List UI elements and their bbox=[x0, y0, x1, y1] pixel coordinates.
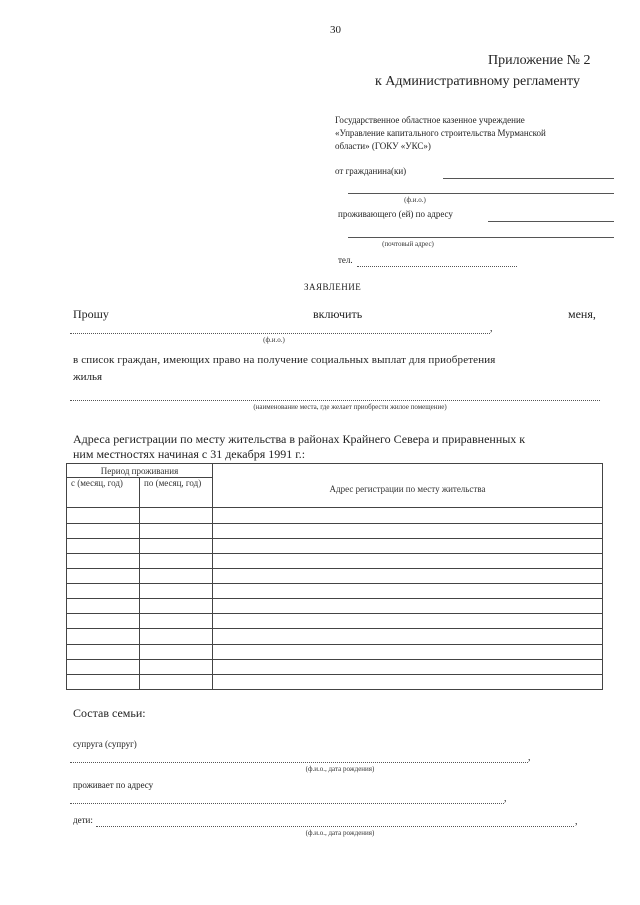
table-row bbox=[67, 553, 603, 568]
statement-body-line1: в список граждан, имеющих право на получение социальных выплат для приобретения bbox=[73, 354, 496, 366]
table-row bbox=[67, 674, 603, 689]
addressee-line1: Государственное областное казенное учреждение bbox=[335, 115, 525, 125]
cell-from[interactable] bbox=[67, 508, 140, 523]
family-residing-field[interactable] bbox=[70, 803, 504, 804]
cell-address[interactable] bbox=[213, 553, 603, 568]
table-row bbox=[67, 629, 603, 644]
residing-field-2[interactable] bbox=[348, 237, 614, 238]
family-heading: Состав семьи: bbox=[73, 706, 146, 720]
cell-address[interactable] bbox=[213, 644, 603, 659]
cell-from[interactable] bbox=[67, 644, 140, 659]
cell-to[interactable] bbox=[140, 659, 213, 674]
cell-from[interactable] bbox=[67, 523, 140, 538]
cell-to[interactable] bbox=[140, 599, 213, 614]
residing-label: проживающего (ей) по адресу bbox=[338, 209, 453, 219]
cell-address[interactable] bbox=[213, 538, 603, 553]
table-row bbox=[67, 584, 603, 599]
appendix-title: Приложение № 2 bbox=[488, 53, 591, 68]
place-caption: (наименование места, где желает приобрести жилое помещение) bbox=[253, 403, 447, 411]
cell-from[interactable] bbox=[67, 538, 140, 553]
postal-caption: (почтовый адрес) bbox=[382, 240, 434, 248]
cell-to[interactable] bbox=[140, 614, 213, 629]
cell-to[interactable] bbox=[140, 584, 213, 599]
table-row bbox=[67, 538, 603, 553]
applicant-name-field[interactable] bbox=[70, 333, 490, 334]
cell-to[interactable] bbox=[140, 553, 213, 568]
from-label: от гражданина(ки) bbox=[335, 166, 407, 176]
statement-body-line2: жилья bbox=[73, 371, 103, 383]
fio-caption: (ф.и.о.) bbox=[404, 196, 426, 204]
cell-from[interactable] bbox=[67, 599, 140, 614]
cell-address[interactable] bbox=[213, 629, 603, 644]
cell-from[interactable] bbox=[67, 674, 140, 689]
cell-address[interactable] bbox=[213, 523, 603, 538]
cell-to[interactable] bbox=[140, 538, 213, 553]
children-end: , bbox=[575, 816, 578, 827]
page-number: 30 bbox=[330, 24, 341, 36]
children-field[interactable] bbox=[96, 826, 574, 827]
table-row bbox=[67, 644, 603, 659]
header-period: Период проживания bbox=[67, 464, 213, 478]
children-label: дети: bbox=[73, 815, 93, 825]
spouse-end: , bbox=[528, 752, 531, 763]
cell-to[interactable] bbox=[140, 644, 213, 659]
cell-address[interactable] bbox=[213, 568, 603, 583]
registration-text-line1: Адреса регистрации по месту жительства в районах Крайнего Севера и приравненных к bbox=[73, 432, 526, 446]
spouse-field[interactable] bbox=[70, 762, 528, 763]
cell-to[interactable] bbox=[140, 568, 213, 583]
header-address: Адрес регистрации по месту жительства bbox=[213, 464, 603, 508]
phone-field[interactable] bbox=[357, 266, 517, 267]
registration-table bbox=[66, 463, 603, 690]
cell-address[interactable] bbox=[213, 584, 603, 599]
statement-word-include: включить bbox=[313, 307, 363, 321]
registration-text-line2: ним местностях начиная с 31 декабря 1991 г.: bbox=[73, 447, 306, 461]
cell-address[interactable] bbox=[213, 508, 603, 523]
table-row bbox=[67, 599, 603, 614]
statement-word-prosu: Прошу bbox=[73, 307, 109, 321]
cell-from[interactable] bbox=[67, 629, 140, 644]
applicant-name-end: , bbox=[490, 323, 493, 334]
cell-from[interactable] bbox=[67, 659, 140, 674]
table-row bbox=[67, 659, 603, 674]
residing-field[interactable] bbox=[488, 221, 614, 222]
place-field[interactable] bbox=[70, 400, 600, 401]
table-row bbox=[67, 614, 603, 629]
spouse-caption: (ф.и.о., дата рождения) bbox=[305, 765, 375, 773]
applicant-name-caption: (ф.и.о.) bbox=[263, 336, 285, 344]
addressee-line3: области» (ГОКУ «УКС») bbox=[335, 141, 431, 151]
cell-address[interactable] bbox=[213, 599, 603, 614]
cell-from[interactable] bbox=[67, 568, 140, 583]
cell-to[interactable] bbox=[140, 508, 213, 523]
cell-from[interactable] bbox=[67, 553, 140, 568]
cell-address[interactable] bbox=[213, 674, 603, 689]
children-caption: (ф.и.о., дата рождения) bbox=[305, 829, 375, 837]
header-from: с (месяц, год) bbox=[67, 478, 140, 508]
cell-address[interactable] bbox=[213, 614, 603, 629]
from-field[interactable] bbox=[443, 178, 614, 179]
table-row bbox=[67, 508, 603, 523]
cell-to[interactable] bbox=[140, 629, 213, 644]
cell-to[interactable] bbox=[140, 523, 213, 538]
statement-word-me: меня, bbox=[568, 307, 596, 321]
header-to: по (месяц, год) bbox=[140, 478, 213, 508]
family-residing-label: проживает по адресу bbox=[73, 780, 154, 790]
addressee-line2: «Управление капитального строительства Мурманской bbox=[335, 128, 546, 138]
spouse-label: супруга (супруг) bbox=[73, 739, 137, 749]
cell-to[interactable] bbox=[140, 674, 213, 689]
cell-from[interactable] bbox=[67, 584, 140, 599]
phone-label: тел. bbox=[338, 255, 353, 265]
statement-heading: ЗАЯВЛЕНИЕ bbox=[304, 282, 362, 292]
from-field-2[interactable] bbox=[348, 193, 614, 194]
cell-address[interactable] bbox=[213, 659, 603, 674]
table-row bbox=[67, 568, 603, 583]
family-residing-end: , bbox=[504, 793, 507, 804]
appendix-subtitle: к Административному регламенту bbox=[375, 74, 580, 89]
table-row bbox=[67, 523, 603, 538]
cell-from[interactable] bbox=[67, 614, 140, 629]
